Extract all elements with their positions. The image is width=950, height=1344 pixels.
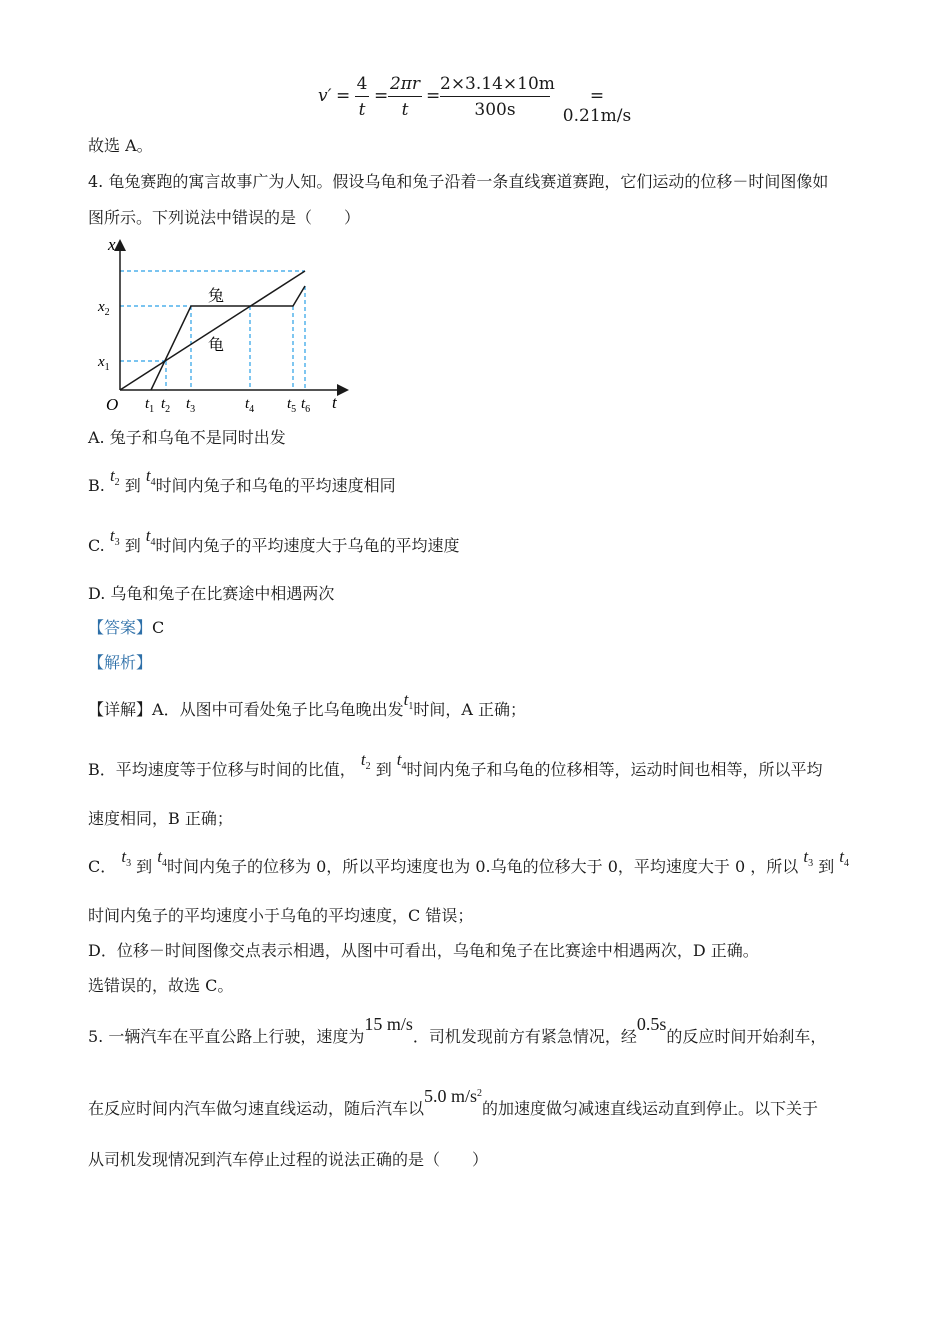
analysis-tag: 【解析】 bbox=[88, 653, 153, 672]
q4-option-a: A. 兔子和乌龟不是同时出发 bbox=[88, 428, 286, 447]
q5-stem-2: 在反应时间内汽车做匀速直线运动，随后汽车以5.0 $m/s^2$的加速度做匀减速直线运动直到停止。以下关于 bbox=[88, 1086, 819, 1118]
q5-stem-3: 从司机发现情况到汽车停止过程的说法正确的是（ ） bbox=[88, 1150, 489, 1169]
tick-x1: $x_1$ bbox=[98, 354, 110, 373]
explain-a: 【详解】A．从图中可看处兔子比乌龟晚出发$t_1$时间，A 正确； bbox=[88, 690, 526, 719]
tick-t3: $t_3$ bbox=[186, 396, 196, 415]
tick-t1: $t_1$ bbox=[145, 396, 155, 415]
velocity-equation: v′ = 4 t = 2πr t = 2×3.14×10m 300s = 0.21m/s bbox=[318, 72, 638, 124]
answer-line: 【答案】C bbox=[88, 618, 165, 637]
eq-result: = 0.21m/s bbox=[562, 86, 632, 126]
origin-label: O bbox=[106, 395, 119, 414]
y-axis-label: x bbox=[108, 235, 116, 254]
q4-stem-1: 4. 龟兔赛跑的寓言故事广为人知。假设乌龟和兔子沿着一条直线赛道赛跑，它们运动的位移－时间图像如 bbox=[88, 172, 829, 191]
q4-option-c: C. $t_3$ 到 $t_4$时间内兔子的平均速度大于乌龟的平均速度 bbox=[88, 526, 460, 555]
explain-b-cont: 速度相同，B 正确； bbox=[88, 809, 233, 828]
rabbit-label: 兔 bbox=[208, 286, 225, 305]
eq-lhs: v′ bbox=[318, 86, 332, 106]
displacement-time-graph bbox=[88, 230, 353, 420]
tick-t4: $t_4$ bbox=[245, 396, 255, 415]
tick-t5: $t_5$ bbox=[287, 396, 297, 415]
rabbit-line bbox=[151, 286, 305, 390]
explain-c-cont: 时间内兔子的平均速度小于乌龟的平均速度，C 错误； bbox=[88, 906, 474, 925]
answer-value: C bbox=[152, 618, 165, 637]
q4-stem-2: 图所示。下列说法中错误的是（ ） bbox=[88, 208, 361, 227]
turtle-label: 龟 bbox=[208, 335, 225, 354]
q4-option-b: B. $t_2$ 到 $t_4$时间内兔子和乌龟的平均速度相同 bbox=[88, 466, 396, 495]
q5-stem-1: 5. 一辆汽车在平直公路上行驶，速度为15 m/s．司机发现前方有紧急情况，经0.5s的反应时间开始刹车， bbox=[88, 1014, 827, 1046]
x-axis-label: t bbox=[332, 393, 337, 412]
tick-t2: $t_2$ bbox=[161, 396, 171, 415]
q4-option-d: D. 乌龟和兔子在比赛途中相遇两次 bbox=[88, 584, 335, 603]
final-choice: 选错误的，故选 C。 bbox=[88, 976, 234, 995]
explain-b: B．平均速度等于位移与时间的比值， $t_2$ 到 $t_4$时间内兔子和乌龟的位移相等，运动时间也相等，所以平均 bbox=[88, 750, 823, 779]
tick-x2: $x_2$ bbox=[98, 299, 110, 318]
explain-d: D．位移－时间图像交点表示相遇，从图中可看出，乌龟和兔子在比赛途中相遇两次，D 正确。 bbox=[88, 941, 759, 960]
tick-t6: $t_6$ bbox=[301, 396, 311, 415]
prev-answer-line: 故选 A。 bbox=[88, 136, 153, 155]
explain-c: C． $t_3$ 到 $t_4$时间内兔子的位移为 0，所以平均速度也为 0.乌龟的位移大于 0，平均速度大于 0 ，所以 $t_3$ 到 $t_4$ bbox=[88, 847, 850, 876]
